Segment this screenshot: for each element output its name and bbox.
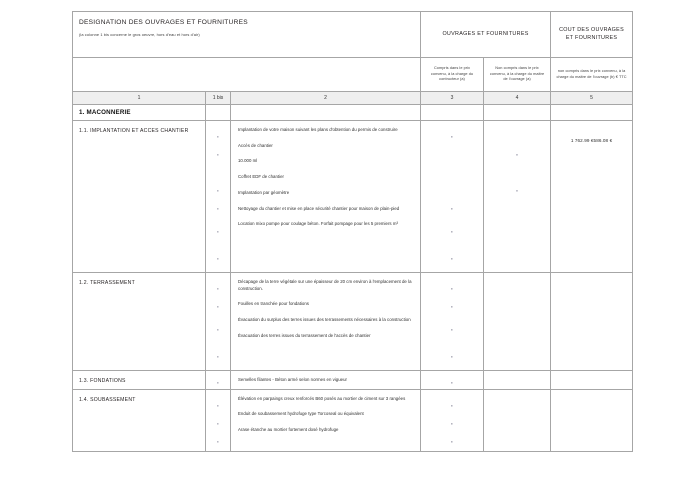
check-mark-col3: ▪	[451, 354, 453, 359]
col5-amounts	[551, 273, 633, 371]
mark-spacer	[484, 164, 550, 182]
mark-spacer	[484, 316, 550, 343]
col3-marks	[421, 371, 484, 390]
check-mark-col3: ▪	[451, 256, 453, 261]
check-mark-col3: ▪	[451, 134, 453, 139]
check-mark-col3: ▪	[451, 380, 453, 385]
check-mark-col3: ▪	[451, 402, 453, 408]
bullet-marker: ▪	[217, 304, 219, 309]
section-title-cell	[73, 105, 206, 121]
category-label: 1.3. FONDATIONS	[73, 371, 206, 390]
bullet-marker: ▪	[217, 286, 219, 291]
check-mark-col3: ▪	[451, 438, 453, 444]
check-mark-col3: ▪	[451, 286, 453, 291]
devis-table	[72, 11, 633, 452]
category-label: 1.2. TERRASSEMENT	[73, 273, 206, 371]
bullet-marker: ▪	[217, 327, 219, 332]
column-number-4: 4	[484, 92, 551, 105]
description-cell	[231, 273, 421, 371]
mark-spacer	[421, 146, 483, 164]
bullet-marker: ▪	[217, 438, 219, 444]
description-line: Évacuation du surplus des terres issues des terrassements nécessaires à la construction	[238, 317, 411, 323]
bullet-marker: ▪	[217, 206, 219, 211]
check-mark-col3: ▪	[451, 304, 453, 309]
description-line: Fouilles en tranchée pour fondations	[238, 301, 309, 307]
description-line: Implantation de votre maison suivant les plans d'obtention du permis de construire	[238, 127, 398, 132]
subheader-col5: non compris dans le prix convenu, à la charge du maitre de l'ouvrage (b) € TTC	[551, 58, 633, 92]
check-mark-col3: ▪	[451, 327, 453, 332]
col1bis-bullets	[206, 273, 231, 371]
col5-amounts	[551, 389, 633, 451]
description-line: 10.000 ml	[238, 158, 258, 164]
amount-value: 586.08 €	[593, 138, 613, 143]
description-cell	[231, 389, 421, 451]
description-line: Évacuation des terres issues du terrassement de l'accès de chantier	[238, 332, 371, 338]
column-number-1bis: 1 bis	[206, 92, 231, 105]
column-number-row	[73, 92, 633, 105]
designation-header-cell	[73, 12, 421, 58]
section-title-label: 1. MACONNERIE	[79, 109, 131, 116]
col1bis-bullets	[206, 371, 231, 390]
mark-spacer	[484, 415, 550, 433]
description-line: Semelles filantes - Béton armé selon normes en vigueur	[238, 377, 348, 382]
description-line: Location mixo pompe pour coulage béton. Forfait pompage pour les 5 premiers m³	[238, 221, 398, 227]
bullet-marker: ▪	[217, 188, 219, 193]
subheader-col4: Non compris dans le prix convenu, à la charge du maitre de l'ouvrage (a)	[484, 58, 551, 92]
col5-amounts	[551, 371, 633, 390]
check-mark-col4: ▪	[516, 152, 518, 157]
column-number-5: 5	[551, 92, 633, 105]
mark-spacer	[421, 164, 483, 182]
section-cell-1bis	[206, 105, 231, 121]
col4-marks	[484, 371, 551, 390]
description-line: Coffret EDF de chantier	[238, 174, 285, 180]
table-body	[73, 12, 633, 121]
col3-marks	[421, 273, 484, 371]
amount-value: 1 762.99 €	[570, 138, 594, 143]
check-mark-col3: ▪	[451, 229, 453, 234]
description-cell	[231, 371, 421, 390]
col1bis-bullets	[206, 389, 231, 451]
table-row	[73, 389, 633, 451]
table-row	[73, 371, 633, 390]
section-cell-5	[551, 105, 633, 121]
bullet-spacer	[206, 164, 230, 182]
mark-spacer	[484, 128, 550, 146]
bullet-marker: ▪	[217, 152, 219, 157]
bullet-marker: ▪	[217, 229, 219, 234]
mark-spacer	[484, 343, 550, 370]
col5-amounts	[551, 121, 633, 273]
col4-marks	[484, 121, 551, 273]
mark-spacer	[421, 182, 483, 200]
description-line: Nettoyage du chantier et mise en place sécurité chantier pour maison de plain-pied	[238, 205, 400, 211]
table-row	[73, 121, 633, 273]
column-number-2: 2	[231, 92, 421, 105]
col3-marks	[421, 389, 484, 451]
description-line: Implantation par géomètre	[238, 189, 290, 195]
description-line: Décapage de la terre végétale sur une épaisseur de 20 cm environ à l'emplacement de la construction.	[238, 279, 412, 291]
header-row-subcolumns	[73, 58, 633, 92]
mark-spacer	[484, 397, 550, 415]
category-label: 1.1. IMPLANTATION ET ACCES CHANTIER	[73, 121, 206, 273]
bullet-marker: ▪	[217, 354, 219, 359]
group-header-cout: COUT DES OUVRAGES ET FOURNITURES	[551, 12, 633, 58]
section-cell-4	[484, 105, 551, 121]
table-row	[73, 273, 633, 371]
subheader-blank-cell	[73, 58, 421, 92]
col3-marks	[421, 121, 484, 273]
section-cell-2	[231, 105, 421, 121]
column-number-1: 1	[73, 92, 206, 105]
check-mark-col4: ▪	[516, 188, 518, 193]
mark-spacer	[484, 200, 550, 218]
description-cell	[231, 121, 421, 273]
mark-spacer	[484, 245, 550, 272]
mark-spacer	[484, 298, 550, 316]
description-line: Élévation en parpaings creux renforcés B60 posés au mortier de ciment sur 3 rangées	[238, 395, 406, 401]
subheader-col3: Compris dans le prix convenu, à la charge du contructeur (a)	[421, 58, 484, 92]
bullet-marker: ▪	[217, 420, 219, 426]
designation-note: (la colonne 1 bis concerne le gros oeuvre, hors d'eau et hors d'air)	[79, 32, 200, 38]
designation-title: DESIGNATION DES OUVRAGES ET FOURNITURES	[79, 19, 248, 26]
category-rows	[73, 121, 633, 452]
bullet-marker: ▪	[217, 134, 219, 139]
mark-spacer	[484, 378, 550, 387]
check-mark-col3: ▪	[451, 420, 453, 426]
category-label: 1.4. SOUBASSEMENT	[73, 389, 206, 451]
bullet-marker: ▪	[217, 256, 219, 261]
mark-spacer	[484, 433, 550, 451]
col4-marks	[484, 389, 551, 451]
group-header-ouvrages: OUVRAGES ET FOURNITURES	[421, 12, 551, 58]
mark-spacer	[484, 218, 550, 245]
description-line: Accès de chantier	[238, 142, 273, 148]
description-line: Enduit de soubassement hydrofuge type Torcoseal ou équivalent	[238, 411, 364, 417]
bullet-marker: ▪	[217, 402, 219, 408]
description-line: Arase étanche au mortier fortement dosé hydrofuge	[238, 427, 339, 433]
col4-marks	[484, 273, 551, 371]
check-mark-col3: ▪	[451, 206, 453, 211]
bullet-marker: ▪	[217, 380, 219, 385]
section-title-row	[73, 105, 633, 121]
col1bis-bullets	[206, 121, 231, 273]
section-cell-3	[421, 105, 484, 121]
column-number-3: 3	[421, 92, 484, 105]
header-row-groups	[73, 12, 633, 58]
mark-spacer	[484, 280, 550, 298]
